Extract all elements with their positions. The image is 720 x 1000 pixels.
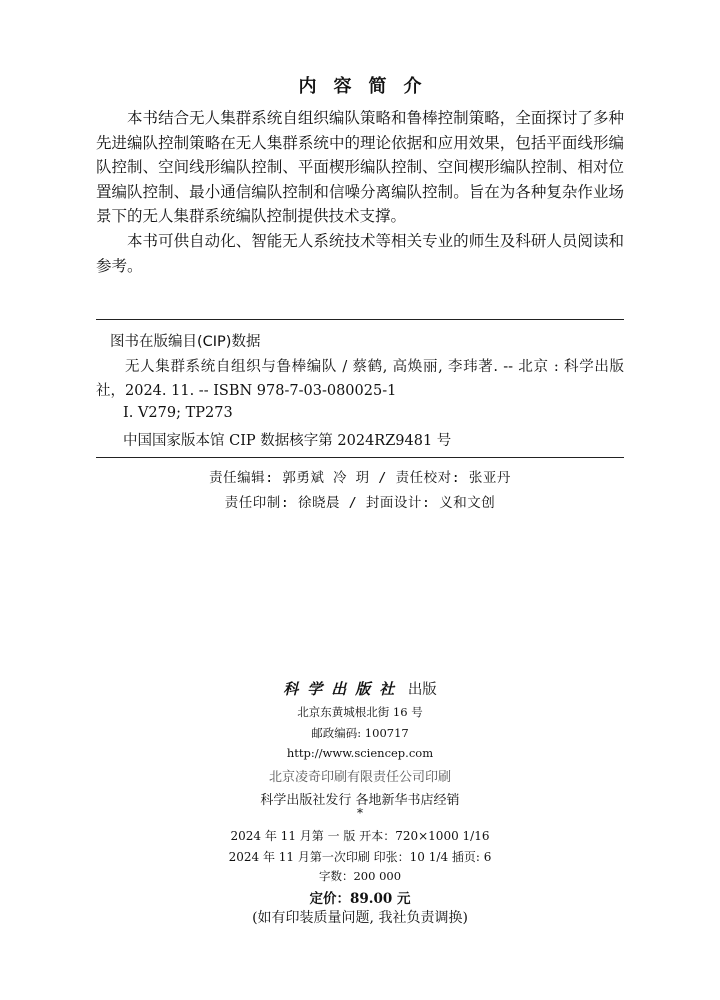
cip-verification: 中国国家版本馆 CIP 数据核字第 2024RZ9481 号 bbox=[123, 433, 452, 449]
publisher-line bbox=[0, 678, 720, 699]
staff-editors: 责任编辑: 郭勇斌 冷 玥 / 责任校对: 张亚丹 bbox=[209, 470, 511, 486]
distribution-line: 科学出版社发行 各地新华书店经销 bbox=[260, 793, 460, 808]
cip-entry: 无人集群系统自组织与鲁棒编队 / 蔡鹤, 高焕丽, 李玮著. -- 北京 : 科学出版社，2024. 11. -- ISBN 978-7-03-080025-1 bbox=[96, 359, 624, 399]
summary-paragraph-1: 本书结合无人集群系统自组织编队策略和鲁棒控制策略，全面探讨了多种先进编队控制策略在无人集群系统中的理论依据和应用效果，包括平面线形编队控制、空间线形编队控制、平面楔形编队控制、空间楔形编队控制、相对位置编队控制、最小通信编队控制和信噪分离编队控制。旨在为各种复杂作业场景下的无人集群系统编队控制提供技术支撑。 bbox=[96, 109, 624, 225]
publisher-suffix: 出版 bbox=[407, 682, 437, 698]
publisher-postcode: 邮政编码: 100717 bbox=[311, 726, 409, 740]
quality-notice: (如有印装质量问题, 我社负责调换) bbox=[252, 910, 468, 926]
cip-top-rule bbox=[96, 319, 624, 320]
summary-title: 内容简介 bbox=[298, 76, 439, 97]
edition-info-2: 2024 年 11 月第一次印刷 印张：10 1/4 插页: 6 bbox=[228, 850, 492, 864]
publisher-url: http://www.sciencep.com bbox=[286, 746, 434, 760]
staff-printing-design: 责任印制: 徐晓晨 / 封面设计: 义和文创 bbox=[224, 495, 496, 511]
printer-name: 北京凌奇印刷有限责任公司印刷 bbox=[268, 770, 451, 785]
cip-bottom-rule bbox=[96, 457, 624, 458]
publisher-address: 北京东黄城根北街 16 号 bbox=[297, 705, 423, 719]
cip-classification: Ⅰ. V279; TP273 bbox=[123, 405, 233, 421]
edition-info-1: 2024 年 11 月第 一 版 开本：720×1000 1/16 bbox=[230, 829, 490, 843]
word-count: 字数：200 000 bbox=[318, 869, 402, 883]
price: 定价：89.00 元 bbox=[309, 891, 411, 907]
separator-star: * bbox=[357, 806, 363, 820]
summary-paragraph-2: 本书可供自动化、智能无人系统技术等相关专业的师生及科研人员阅读和参考。 bbox=[96, 232, 624, 275]
publisher-logo: 科学出版社 bbox=[283, 680, 404, 698]
cip-heading: 图书在版编目(CIP)数据 bbox=[110, 334, 261, 350]
